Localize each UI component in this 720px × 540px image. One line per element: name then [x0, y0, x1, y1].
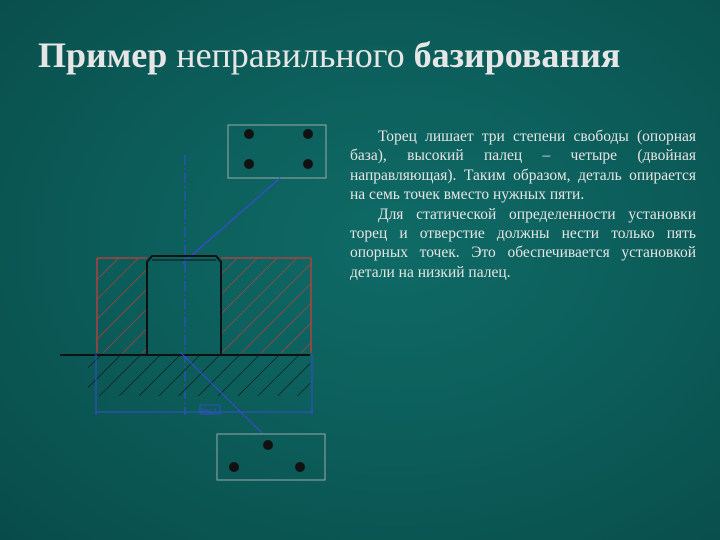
tiny-figure-label: Рис.4	[201, 409, 217, 415]
body-text	[350, 127, 696, 282]
paragraph-1: Торец лишает три степени свободы (опорная база), высокий палец – четыре (двойная направляющая). Таким образом, деталь опирается на семь точек вместо нужных пяти.	[350, 128, 696, 204]
workpiece-section	[97, 258, 311, 353]
title-word-nepravilnogo: неправильного	[176, 35, 405, 75]
title-word-bazirovaniya: базирования	[413, 35, 621, 75]
high-pin	[147, 256, 221, 354]
three-point-symbol-box	[217, 434, 325, 480]
paragraph-2: Для статической определенности установки торец и отверстие должны нести только пять опорных точек. Это обеспечивается установкой детали на низкий палец.	[350, 205, 696, 281]
title-word-primer: Пример	[38, 35, 168, 75]
fixture-base-section	[60, 355, 310, 396]
leader-line-top	[183, 178, 280, 263]
four-point-symbol-box	[228, 125, 326, 178]
